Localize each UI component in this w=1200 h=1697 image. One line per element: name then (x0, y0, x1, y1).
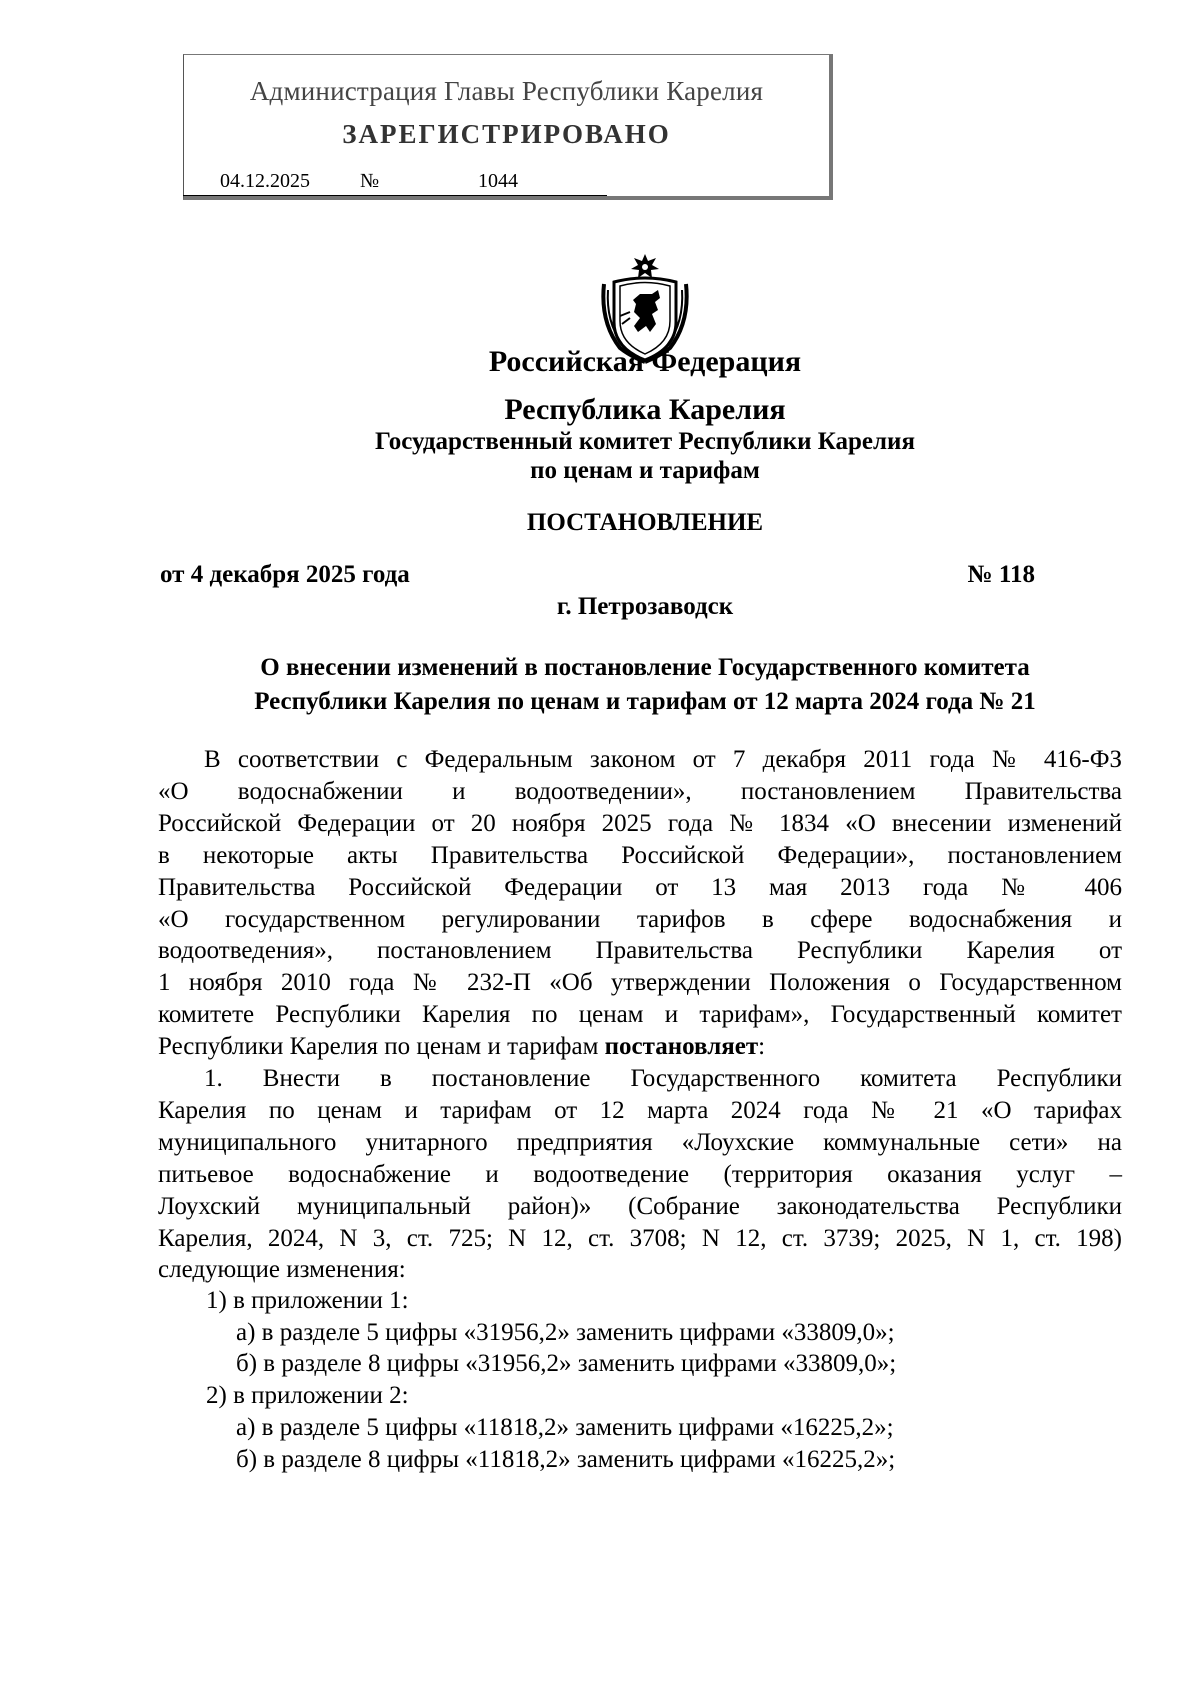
doc-city: г. Петрозаводск (556, 593, 734, 620)
appendix-2-item-a: а) в разделе 5 цифры «11818,2» заменить цифрами «16225,2»; (236, 1414, 894, 1441)
stamp-date: 04.12.2025 (220, 170, 310, 192)
appendix-1-label: 1) в приложении 1: (206, 1287, 409, 1314)
doc-type-title: ПОСТАНОВЛЕНИЕ (526, 509, 764, 536)
doc-date: от 4 декабря 2025 года (160, 561, 410, 588)
clause-1-line: Карелия по ценам и тарифам от 12 марта 2024 года № 21 «О тарифах (158, 1096, 1122, 1124)
preamble-line: 1 ноября 2010 года № 232-П «Об утверждении Положения о Государственном (158, 969, 1122, 997)
clause-1-line: Лоухский муниципальный район)» (Собрание законодательства Республики (158, 1192, 1122, 1220)
clause-1-line: питьевое водоснабжение и водоотведение (территория оказания услуг – (158, 1160, 1122, 1188)
preamble-line: комитете Республики Карелия по ценам и тарифам», Государственный комитет (158, 1001, 1122, 1029)
doc-number: № 118 (967, 561, 1035, 588)
clause-1-line: Карелия, 2024, N 3, ст. 725; N 12, ст. 3708; N 12, ст. 3739; 2025, N 1, ст. 198) (158, 1224, 1122, 1252)
preamble-paragraph (158, 744, 1122, 1063)
header-republic: Республика Карелия (504, 393, 786, 426)
stamp-organization: Администрация Главы Республики Карелия (249, 76, 764, 106)
preamble-last-line (158, 1031, 1122, 1063)
preamble-line: водоотведения», постановлением Правительства Республики Карелия от (158, 937, 1122, 965)
decision-word: постановляет (604, 1033, 759, 1061)
appendix-2-label: 2) в приложении 2: (206, 1382, 409, 1409)
preamble-line: Правительства Российской Федерации от 13 мая 2013 года № 406 (158, 873, 1122, 901)
preamble-line: в некоторые акты Правительства Российской Федерации», постановлением (158, 841, 1122, 869)
stamp-underline (183, 195, 607, 196)
appendix-1-item-a: а) в разделе 5 цифры «31956,2» заменить цифрами «33809,0»; (236, 1319, 895, 1346)
decision-colon: : (758, 1033, 766, 1061)
preamble-line: В соответствии с Федеральным законом от 7 декабря 2011 года № 416-ФЗ (204, 746, 1122, 773)
preamble-line: «О водоснабжении и водоотведении», постановлением Правительства (158, 777, 1122, 805)
stamp-number-sign: № (360, 170, 380, 192)
preamble-line: Российской Федерации от 20 ноября 2025 года № 1834 «О внесении изменений (158, 809, 1122, 837)
doc-title-line2: Республики Карелия по ценам и тарифам от 12 марта 2024 года № 21 (254, 688, 1036, 715)
header-committee-line1: Государственный комитет Республики Карелия (375, 428, 915, 455)
doc-title-line1: О внесении изменений в постановление Государственного комитета (260, 654, 1030, 681)
header-committee-line2: по ценам и тарифам (530, 457, 760, 484)
clause-1-paragraph (158, 1063, 1122, 1286)
stamp-number: 1044 (478, 170, 518, 192)
header-country: Российская Федерация (488, 345, 802, 378)
stamp-status: ЗАРЕГИСТРИРОВАНО (342, 119, 671, 149)
preamble-line: «О государственном регулировании тарифов в сфере водоснабжения и (158, 905, 1122, 933)
preamble-last-text: Республики Карелия по ценам и тарифам (158, 1033, 599, 1061)
appendix-1-item-b: б) в разделе 8 цифры «31956,2» заменить цифрами «33809,0»; (236, 1350, 897, 1377)
clause-1-line: муниципального унитарного предприятия «Лоухские коммунальные сети» на (158, 1128, 1122, 1156)
clause-1-line: 1. Внести в постановление Государственного комитета Республики (204, 1065, 1122, 1092)
appendix-2-item-b: б) в разделе 8 цифры «11818,2» заменить цифрами «16225,2»; (236, 1446, 896, 1473)
clause-1-line: следующие изменения: (158, 1256, 406, 1284)
